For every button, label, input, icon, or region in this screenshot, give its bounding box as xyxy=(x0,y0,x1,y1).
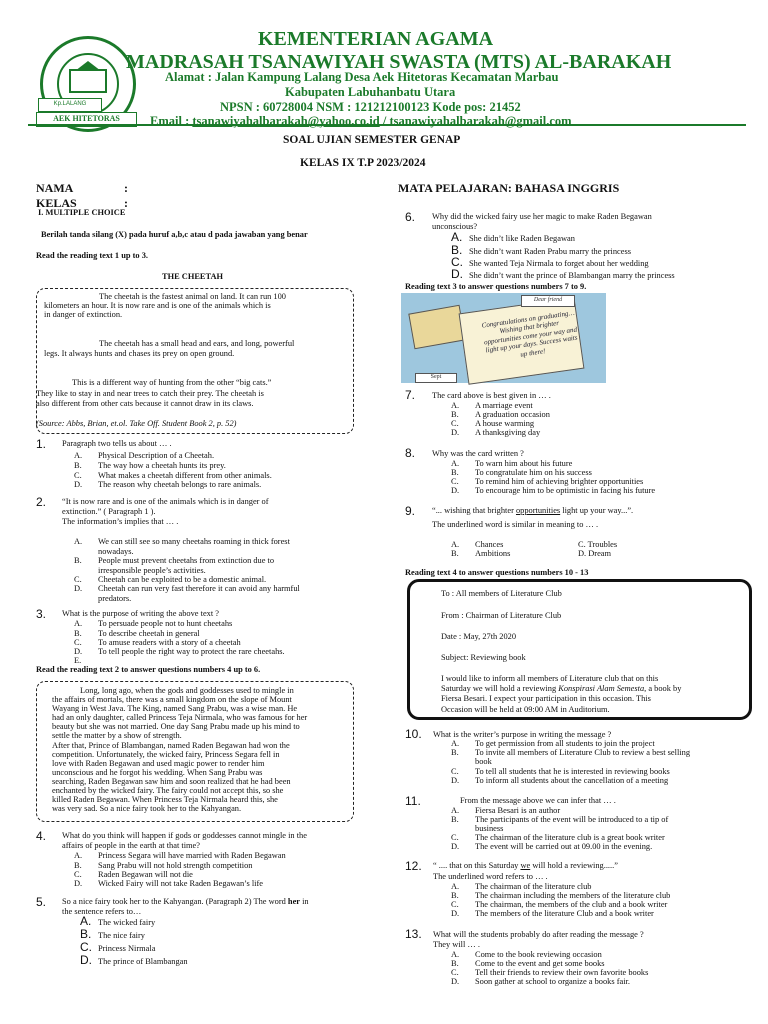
q8-option-c[interactable]: C. To remind him of achieving brighter opportunities xyxy=(451,477,644,486)
q2-option-b[interactable]: B. People must prevent cheetahs from extinction due to xyxy=(74,556,275,565)
q6-option-b[interactable]: B. She didn’t want Raden Prabu marry the princess xyxy=(451,243,631,257)
email-gmail: / tsanawiyahalbarakah@gmail.com xyxy=(379,114,572,128)
text1-p3c: also different from other cats because it cannot draw in its claws. xyxy=(36,399,254,408)
q2-option-a[interactable]: A. We can still see so many cheetahs roaming in thick forest xyxy=(74,537,290,546)
q5-option-a[interactable]: A. The wicked fairy xyxy=(80,914,156,928)
q10-option-c[interactable]: C. To tell all students that he is interested in reviewing books xyxy=(451,767,670,776)
text1-p2b: legs. It always hunts and chases its prey on open ground. xyxy=(44,349,235,358)
header-rule xyxy=(28,124,746,126)
text2-line-11: searching, Raden Begawan saw him and soon realized that he had been xyxy=(52,777,291,786)
q4-option-b[interactable]: B. Sang Prabu will not hold strength competition xyxy=(74,861,253,870)
q7-option-a[interactable]: A. A marriage event xyxy=(451,401,533,410)
class-label: KELAS xyxy=(36,196,77,210)
q8-stem: Why was the card written ? xyxy=(432,449,524,458)
exam-title: SOAL UJIAN SEMESTER GENAP xyxy=(283,134,461,146)
text2-line-8: competition. Unfortunately, the wicked fairy, Princess Segara fell in xyxy=(52,750,280,759)
q13-option-a[interactable]: A. Come to the book reviewing occasion xyxy=(451,950,602,959)
q6-stem-2: unconscious? xyxy=(432,222,478,231)
text1-p1b: kilometers an hour. It is now rare and is one of the animals which is xyxy=(44,301,271,310)
q9-option-d[interactable]: D. Dream xyxy=(578,549,612,558)
text2-intro: Read the reading text 2 to answer questions numbers 4 up to 6. xyxy=(36,665,261,674)
text1-intro: Read the reading text 1 up to 3. xyxy=(36,251,148,260)
text1-source: (Source: Abbs, Brian, et.ol. Take Off. Student Book 2, p. 52) xyxy=(36,419,237,428)
card-text: Congratulations on graduating… Wishing that brighter opportunities come your way and light up your days. Success waits up there! xyxy=(481,308,579,359)
q4-number: 4. xyxy=(36,829,47,843)
q13-option-b[interactable]: B. Come to the event and get some books xyxy=(451,959,605,968)
text4-to: To : All members of Literature Club xyxy=(441,589,562,598)
q4-option-a[interactable]: A. Princess Segara will have married with Raden Begawan xyxy=(74,851,286,860)
text4-intro: Reading text 4 to answer questions numbers 10 - 13 xyxy=(405,568,589,577)
text4-date: Date : May, 27th 2020 xyxy=(441,632,517,641)
q10-number: 10. xyxy=(405,727,422,741)
q4-stem-1: What do you think will happen if gods or goddesses cannot mingle in the xyxy=(62,831,307,840)
section-title: I. MULTIPLE CHOICE xyxy=(38,208,126,217)
q7-stem: The card above is best given in … . xyxy=(432,391,551,400)
q11-option-b-cont: business xyxy=(475,824,504,833)
text2-line-1: Long, long ago, when the gods and goddesses used to mingle in xyxy=(80,686,294,695)
q1-option-d[interactable]: D. The reason why cheetah belongs to rare animals. xyxy=(74,480,262,489)
text4-from: From : Chairman of Literature Club xyxy=(441,611,562,620)
subject-label: MATA PELAJARAN: BAHASA INGGRIS xyxy=(398,181,620,195)
greeting-card-image xyxy=(401,293,606,383)
npsn-line: NPSN : 60728004 NSM : 121212100123 Kode pos: 21452 xyxy=(220,100,521,114)
text2-line-14: was very sad. So a nice fairy took her to the Kahyangan. xyxy=(52,804,242,813)
logo-foot: AEK HITETORAS xyxy=(36,112,137,127)
q12-option-c[interactable]: C. The chairman, the members of the club and a book writer xyxy=(451,900,668,909)
q2-stem-1: “It is now rare and is one of the animals which is in danger of xyxy=(62,497,269,506)
address-line-1: Alamat : Jalan Kampung Lalang Desa Aek Hitetoras Kecamatan Marbau xyxy=(165,70,559,84)
text4-body-3: Fiersa Besari. I expect your participation in this occasion. This xyxy=(441,694,651,703)
q11-number: 11. xyxy=(405,794,421,808)
text2-line-10: unconscious and he forgot his wedding. When Sang Prabu was xyxy=(52,768,263,777)
text4-body-4: Occasion will be held at 09:00 AM in Auditorium. xyxy=(441,705,610,714)
text1-p2a: The cheetah has a small head and ears, and long, powerful xyxy=(99,339,295,348)
email-line xyxy=(150,114,572,129)
text2-line-4: had an only daughter, called Princess Teja Nirmala, who was famous for her xyxy=(52,713,308,722)
text2-line-9: love with Raden Begawan and used magic power to render him xyxy=(52,759,265,768)
q10-option-a[interactable]: A. To get permission from all students to join the project xyxy=(451,739,655,748)
q5-option-b[interactable]: B. The nice fairy xyxy=(80,927,145,941)
q5-option-d[interactable]: D. The prince of Blambangan xyxy=(80,953,188,967)
q6-option-c[interactable]: C. She wanted Teja Nirmala to forget about her wedding xyxy=(451,255,649,269)
q11-option-b[interactable]: B. The participants of the event will be introduced to a tip of xyxy=(451,815,669,824)
text2-line-3: Wayang in West Java. The King, named Sang Prabu, was a wise man. He xyxy=(52,704,298,713)
school-name: MADRASAH TSANAWIYAH SWASTA (MTS) AL-BARAKAH xyxy=(126,51,672,73)
exam-class: KELAS IX T.P 2023/2024 xyxy=(300,157,426,169)
q13-option-c[interactable]: C. Tell their friends to review their own favorite books xyxy=(451,968,649,977)
q3-option-b[interactable]: B. To describe cheetah in general xyxy=(74,629,200,638)
q12-stem: “ .... that on this Saturday we will hold a reviewing.....” xyxy=(433,861,618,870)
envelope-icon xyxy=(408,305,465,349)
q3-option-c[interactable]: C. To amuse readers with a story of a cheetah xyxy=(74,638,241,647)
q9-option-a[interactable]: A. Chances xyxy=(451,540,504,549)
q6-number: 6. xyxy=(405,210,416,224)
q11-option-a[interactable]: A. Fiersa Besari is an author xyxy=(451,806,561,815)
q5-number: 5. xyxy=(36,895,47,909)
q6-option-d[interactable]: D. She didn’t want the prince of Blambangan marry the princess xyxy=(451,267,675,281)
name-label: NAMA xyxy=(36,181,74,195)
q12-option-b[interactable]: B. The chairman including the members of the literature club xyxy=(451,891,671,900)
q1-option-b[interactable]: B. The way how a cheetah hunts its prey. xyxy=(74,461,226,470)
q10-option-b[interactable]: B. To invite all members of Literature Club to review a best selling xyxy=(451,748,691,757)
q10-option-b-cont: book xyxy=(475,757,492,766)
class-colon: : xyxy=(124,196,128,210)
text4-body-2: Saturday we will hold a reviewing Konspirasi Alam Semesta, a book by xyxy=(441,684,682,693)
q12-stem-2: The underlined word refers to … . xyxy=(433,872,548,881)
instruction: Berilah tanda silang (X) pada huruf a,b,c atau d pada jawaban yang benar xyxy=(41,230,308,239)
q1-number: 1. xyxy=(36,437,47,451)
logo-band: Kp.LALANG xyxy=(38,98,102,112)
q7-option-d[interactable]: D. A thanksgiving day xyxy=(451,428,541,437)
q4-option-c[interactable]: C. Raden Begawan will not die xyxy=(74,870,193,879)
text2-line-2: the affairs of mortals, there was a small kingdom on the slope of Mount xyxy=(52,695,292,704)
q9-option-c[interactable]: C. Troubles xyxy=(578,540,618,549)
text4-body-1: I would like to inform all members of Literature club that on this xyxy=(441,674,659,683)
q1-stem: Paragraph two tells us about … . xyxy=(62,439,172,448)
q2-option-c[interactable]: C. Cheetah can be exploited to be a domestic animal. xyxy=(74,575,267,584)
text1-title: THE CHEETAH xyxy=(162,272,224,281)
ministry-title: KEMENTERIAN AGAMA xyxy=(258,28,494,50)
q13-stem-1: What will the students probably do after reading the message ? xyxy=(433,930,644,939)
q2-option-d[interactable]: D. Cheetah can run very fast therefore it can avoid any harmful xyxy=(74,584,300,593)
card-strip: Dear friend xyxy=(521,295,575,307)
q2-option-d-cont: predators. xyxy=(98,594,132,603)
q7-option-b[interactable]: B. A graduation occasion xyxy=(451,410,550,419)
q7-number: 7. xyxy=(405,388,416,402)
q9-stem-2: The underlined word is similar in meaning to … . xyxy=(432,520,599,529)
q11-stem: From the message above we can infer that … . xyxy=(460,796,616,805)
name-colon: : xyxy=(124,181,128,195)
text2-line-13: killed Raden Begawan. When Princess Teja Nirmala heard this, she xyxy=(52,795,278,804)
text2-line-6: settle the matter by a show of strength. xyxy=(52,731,182,740)
q12-option-a[interactable]: A. The chairman of the literature club xyxy=(451,882,592,891)
text1-p1a: The cheetah is the fastest animal on land. It can run 100 xyxy=(99,292,286,301)
q3-option-a[interactable]: A. To persuade people not to hunt cheetahs xyxy=(74,619,233,628)
address-line-2: Kabupaten Labuhanbatu Utara xyxy=(285,85,456,99)
card-date: Sept xyxy=(415,373,457,383)
q13-option-d[interactable]: D. Soon gather at school to organize a books fair. xyxy=(451,977,630,986)
q12-number: 12. xyxy=(405,859,422,873)
q4-stem-2: affairs of people in the earth at that time? xyxy=(62,841,200,850)
q5-stem-1: So a nice fairy took her to the Kahyangan. (Paragraph 2) The word her in xyxy=(62,897,309,906)
q13-number: 13. xyxy=(405,927,422,941)
q8-option-d[interactable]: D. To encourage him to be optimistic in facing his future xyxy=(451,486,656,495)
q5-stem-2: the sentence refers to… xyxy=(62,907,142,916)
q1-option-a[interactable]: A. Physical Description of a Cheetah. xyxy=(74,451,215,460)
q6-option-a[interactable]: A. She didn’t like Raden Begawan xyxy=(451,230,575,244)
q7-option-c[interactable]: C. A house warming xyxy=(451,419,535,428)
q13-stem-2: They will … . xyxy=(433,940,480,949)
q2-stem-2: extinction.” ( Paragraph 1 ). xyxy=(62,507,156,516)
q2-option-a-cont: nowadays. xyxy=(98,547,134,556)
text2-line-7: After that, Prince of Blambangan, named Raden Begawan had won the xyxy=(52,741,290,750)
q9-option-b[interactable]: B. Ambitions xyxy=(451,549,511,558)
text1-p3b: They like to stay in and near trees to catch their prey. The cheetah is xyxy=(36,389,264,398)
q8-number: 8. xyxy=(405,446,416,460)
email-label: Email : xyxy=(150,114,193,128)
q3-number: 3. xyxy=(36,607,47,621)
q8-option-a[interactable]: A. To warn him about his future xyxy=(451,459,573,468)
q8-option-b[interactable]: B. To congratulate him on his success xyxy=(451,468,592,477)
text4-subject: Subject: Reviewing book xyxy=(441,653,526,662)
q4-option-d[interactable]: D. Wicked Fairy will not take Raden Begawan’s life xyxy=(74,879,264,888)
text2-line-12: enchanted by the wicked fairy. The fairy could not accept this, so she xyxy=(52,786,284,795)
q3-option-d[interactable]: D. To tell people the right way to protect the rare cheetahs. xyxy=(74,647,285,656)
text3-intro: Reading text 3 to answer questions numbers 7 to 9. xyxy=(405,282,587,291)
text1-p1c: in danger of extinction. xyxy=(44,310,123,319)
q5-option-c[interactable]: C. Princess Nirmala xyxy=(80,940,156,954)
q10-option-d[interactable]: D. To inform all students about the cancellation of a meeting xyxy=(451,776,669,785)
q6-stem-1: Why did the wicked fairy use her magic to make Raden Begawan xyxy=(432,212,652,221)
text2-line-5: beauty but she was not married. One day Sang Prabu made up his mind to xyxy=(52,722,300,731)
q11-option-d[interactable]: D. The event will be carried out at 09.00 in the evening. xyxy=(451,842,653,851)
text1-p3a: This is a different way of hunting from the other “big cats.” xyxy=(72,378,272,387)
q1-option-c[interactable]: C. What makes a cheetah different from other animals. xyxy=(74,471,272,480)
q3-option-e[interactable]: E. xyxy=(74,656,82,665)
q10-stem: What is the writer’s purpose in writing the message ? xyxy=(433,730,612,739)
q3-stem: What is the purpose of writing the above text ? xyxy=(62,609,219,618)
q12-option-d[interactable]: D. The members of the literature Club and a book writer xyxy=(451,909,654,918)
q11-option-c[interactable]: C. The chairman of the literature club is a great book writer xyxy=(451,833,665,842)
q9-number: 9. xyxy=(405,504,416,518)
q2-number: 2. xyxy=(36,495,47,509)
q2-stem-3: The information’s implies that … . xyxy=(62,517,179,526)
email-link-yahoo[interactable]: tsanawiyahalbarakah@yahoo.co.id xyxy=(192,114,380,128)
q2-option-b-cont: irresponsible people’s activities. xyxy=(98,566,206,575)
q9-stem: “... wishing that brighter opportunities light up your way...”. xyxy=(432,506,634,515)
